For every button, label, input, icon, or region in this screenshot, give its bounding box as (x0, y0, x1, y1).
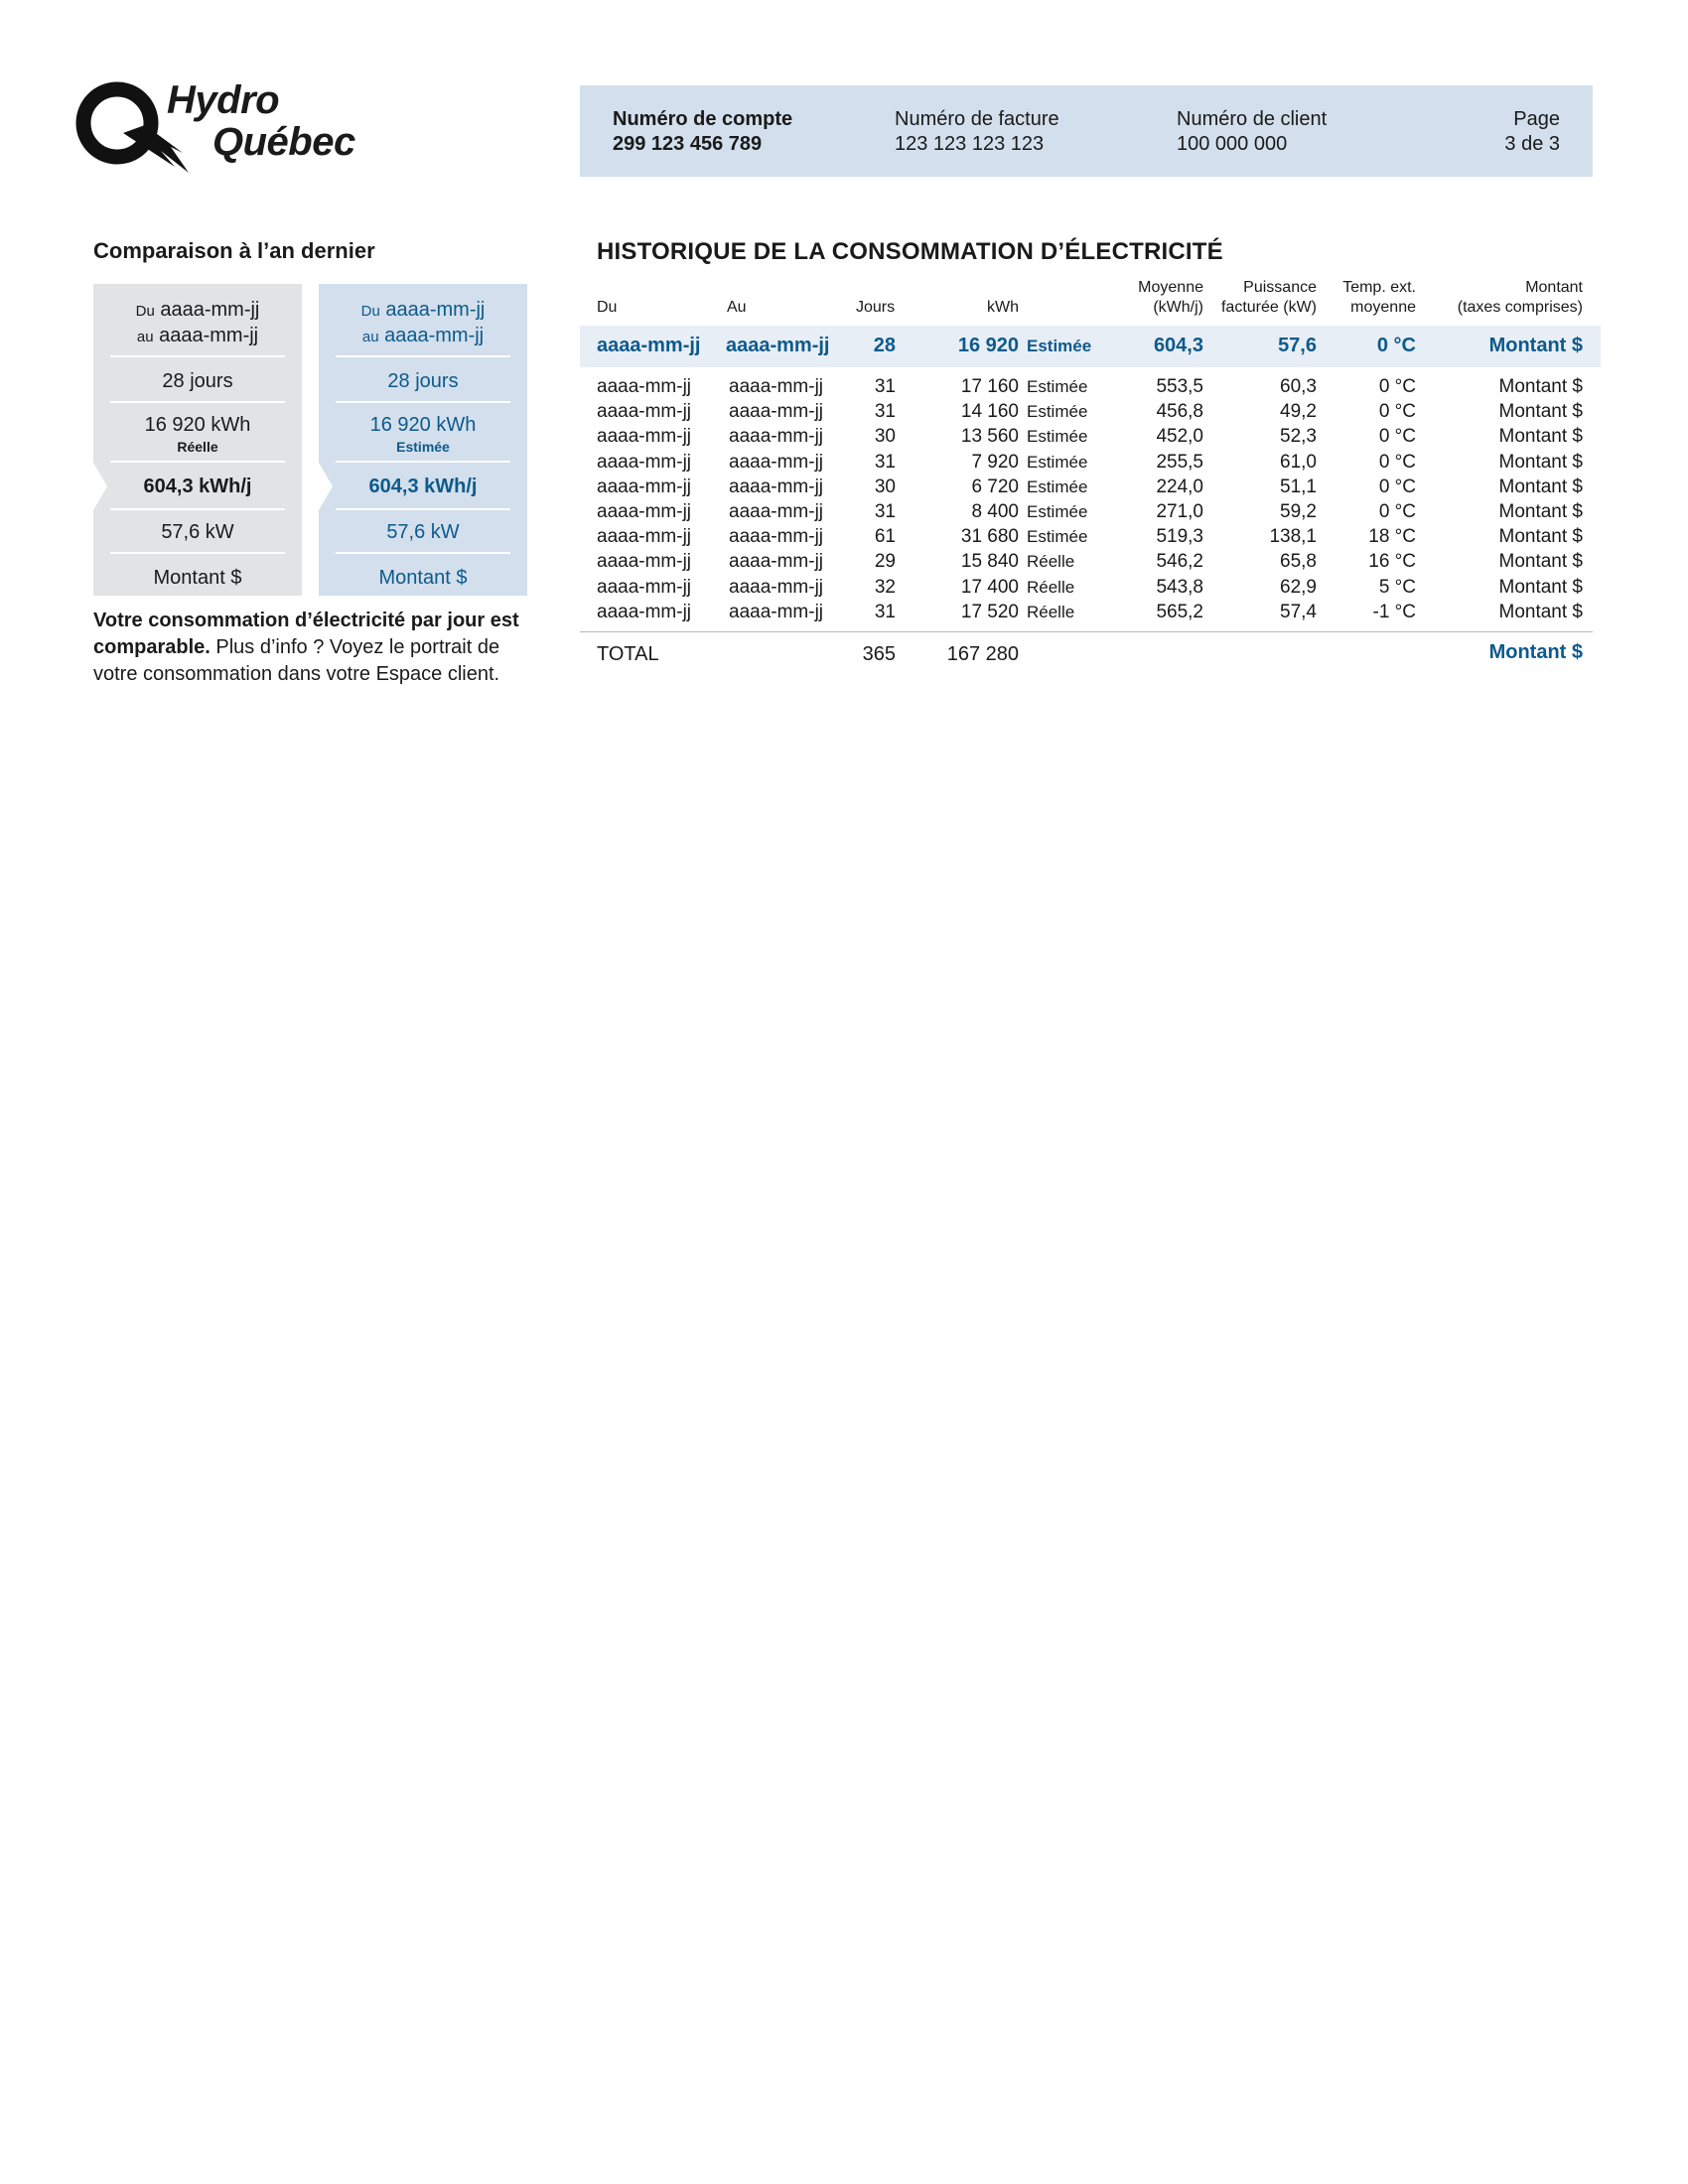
col-header-jours: Jours (856, 299, 896, 316)
history-cell-au: aaaa-mm-jj (729, 551, 824, 573)
history-cell-jours: 30 (874, 476, 896, 497)
account-number-block (613, 107, 792, 157)
period-to-date: aaaa-mm-jj (384, 325, 485, 346)
history-cell-puissance: 57,4 (1280, 601, 1317, 622)
col-header-moyenne-unit: (kWh/j) (1153, 299, 1203, 316)
history-cell-du: aaaa-mm-jj (597, 451, 692, 473)
history-cell-jours: 31 (874, 401, 896, 423)
history-cell-temp: 16 °C (1368, 551, 1416, 573)
divider (336, 401, 510, 403)
col-header-puissance: Puissance (1243, 279, 1317, 296)
history-cell-montant: Montant $ (1498, 551, 1583, 573)
history-cell-moyenne: 553,5 (1156, 376, 1203, 397)
cell-du: aaaa-mm-jj (597, 335, 701, 356)
period-from-prefix: Du (135, 303, 155, 320)
history-cell-moyenne: 271,0 (1156, 501, 1203, 522)
history-cell-montant: Montant $ (1498, 451, 1583, 473)
col-header-moyenne: Moyenne (1138, 279, 1203, 296)
comparison-reading-type: Réelle (177, 439, 218, 455)
total-montant: Montant $ (1488, 641, 1583, 663)
history-cell-du: aaaa-mm-jj (597, 576, 692, 598)
comparison-kwh-per-day: 604,3 kWh/j (368, 476, 478, 497)
history-cell-status: Réelle (1027, 577, 1075, 597)
history-cell-moyenne: 456,8 (1156, 401, 1203, 423)
col-header-du: Du (597, 299, 618, 316)
comparison-power: 57,6 kW (161, 521, 234, 543)
history-cell-moyenne: 224,0 (1156, 476, 1203, 497)
history-cell-puissance: 51,1 (1280, 476, 1317, 497)
history-cell-temp: 0 °C (1378, 401, 1416, 423)
history-cell-au: aaaa-mm-jj (729, 451, 824, 473)
history-cell-jours: 30 (874, 426, 896, 448)
history-cell-au: aaaa-mm-jj (729, 501, 824, 522)
cell-kwh: 16 920 (957, 335, 1019, 356)
history-cell-du: aaaa-mm-jj (597, 476, 692, 497)
period-to-prefix: au (361, 329, 379, 345)
col-header-temp: Temp. ext. (1342, 279, 1416, 296)
period-to-date: aaaa-mm-jj (159, 325, 259, 346)
divider (336, 508, 510, 510)
divider (110, 508, 285, 510)
period-from-date: aaaa-mm-jj (160, 299, 260, 321)
history-cell-au: aaaa-mm-jj (729, 401, 824, 423)
history-cell-montant: Montant $ (1498, 576, 1583, 598)
history-cell-temp: 0 °C (1378, 476, 1416, 497)
history-cell-temp: 0 °C (1378, 451, 1416, 473)
history-cell-status: Estimée (1027, 427, 1088, 447)
divider (110, 461, 285, 463)
cell-temp: 0 °C (1376, 335, 1416, 356)
history-cell-status: Estimée (1027, 452, 1088, 472)
history-cell-au: aaaa-mm-jj (729, 576, 824, 598)
history-cell-au: aaaa-mm-jj (729, 376, 824, 397)
client-number-value: 100 000 000 (1177, 133, 1288, 155)
page-number-block (1504, 107, 1560, 157)
logo-word-hydro: Hydro (167, 78, 280, 122)
cell-status: Estimée (1027, 337, 1092, 355)
comparison-reading-type: Estimée (396, 439, 450, 455)
comparison-last-year-panel (93, 284, 302, 596)
history-cell-du: aaaa-mm-jj (597, 376, 692, 397)
history-cell-du: aaaa-mm-jj (597, 501, 692, 522)
page-label: Page (1513, 108, 1560, 130)
history-cell-status: Estimée (1027, 502, 1088, 521)
account-number-value: 299 123 456 789 (613, 133, 763, 155)
comparison-amount: Montant $ (153, 567, 242, 589)
total-jours: 365 (862, 643, 896, 665)
divider (110, 355, 285, 357)
history-cell-puissance: 52,3 (1280, 426, 1317, 448)
history-cell-jours: 61 (874, 526, 896, 548)
history-cell-montant: Montant $ (1498, 601, 1583, 622)
history-cell-temp: -1 °C (1372, 601, 1416, 622)
history-cell-puissance: 59,2 (1280, 501, 1317, 522)
comparison-kwh: 16 920 kWh (369, 414, 477, 436)
col-header-kwh: kWh (987, 299, 1019, 316)
history-cell-au: aaaa-mm-jj (729, 601, 824, 622)
divider (110, 552, 285, 554)
history-cell-jours: 31 (874, 451, 896, 473)
history-cell-temp: 0 °C (1378, 376, 1416, 397)
cell-moyenne: 604,3 (1153, 335, 1203, 356)
history-cell-moyenne: 452,0 (1156, 426, 1203, 448)
history-cell-temp: 18 °C (1368, 526, 1416, 548)
history-cell-moyenne: 519,3 (1156, 526, 1203, 548)
history-cell-puissance: 60,3 (1280, 376, 1317, 397)
history-cell-status: Estimée (1027, 402, 1088, 422)
history-cell-kwh: 8 400 (971, 501, 1019, 522)
invoice-number-label: Numéro de facture (895, 108, 1059, 130)
history-cell-temp: 0 °C (1378, 501, 1416, 522)
history-cell-kwh: 15 840 (960, 551, 1019, 573)
history-cell-jours: 31 (874, 601, 896, 622)
comparison-title: Comparaison à l’an dernier (93, 238, 375, 263)
history-cell-moyenne: 255,5 (1156, 451, 1203, 473)
col-header-temp-unit: moyenne (1350, 299, 1416, 316)
history-cell-jours: 32 (874, 576, 896, 598)
comparison-days: 28 jours (387, 370, 459, 392)
period-to-prefix: au (136, 329, 154, 345)
history-cell-temp: 5 °C (1378, 576, 1416, 598)
cell-montant: Montant $ (1488, 335, 1583, 356)
history-title: HISTORIQUE DE LA CONSOMMATION D’ÉLECTRICITÉ (597, 238, 1223, 265)
client-number-label: Numéro de client (1177, 108, 1328, 130)
history-cell-moyenne: 565,2 (1156, 601, 1203, 622)
divider (110, 401, 285, 403)
total-label: TOTAL (597, 643, 659, 665)
comparison-current-period (319, 298, 527, 349)
history-cell-kwh: 17 520 (960, 601, 1019, 622)
history-cell-montant: Montant $ (1498, 426, 1583, 448)
history-cell-au: aaaa-mm-jj (729, 526, 824, 548)
col-header-au: Au (727, 299, 747, 316)
history-cell-puissance: 65,8 (1280, 551, 1317, 573)
history-cell-montant: Montant $ (1498, 401, 1583, 423)
history-cell-kwh: 14 160 (960, 401, 1019, 423)
history-cell-temp: 0 °C (1378, 426, 1416, 448)
total-kwh: 167 280 (946, 643, 1019, 665)
page-value: 3 de 3 (1504, 133, 1560, 155)
history-cell-jours: 31 (874, 501, 896, 522)
history-cell-du: aaaa-mm-jj (597, 426, 692, 448)
history-cell-puissance: 62,9 (1280, 576, 1317, 598)
history-cell-montant: Montant $ (1498, 476, 1583, 497)
history-cell-jours: 31 (874, 376, 896, 397)
divider (336, 552, 510, 554)
history-cell-status: Estimée (1027, 527, 1088, 547)
comparison-power: 57,6 kW (386, 521, 460, 543)
period-from-prefix: Du (360, 303, 380, 320)
cell-puissance: 57,6 (1278, 335, 1317, 356)
logo-word-quebec: Québec (212, 120, 355, 164)
history-cell-kwh: 17 400 (960, 576, 1019, 598)
history-cell-moyenne: 543,8 (1156, 576, 1203, 598)
comparison-kwh-per-day: 604,3 kWh/j (143, 476, 252, 497)
comparison-note-text: Plus d’info ? Voyez le portrait de votre consommation dans votre Espace client. (93, 636, 500, 685)
history-cell-puissance: 49,2 (1280, 401, 1317, 423)
history-cell-montant: Montant $ (1498, 501, 1583, 522)
divider (336, 355, 510, 357)
history-cell-puissance: 138,1 (1269, 526, 1317, 548)
invoice-number-block (895, 107, 1059, 157)
col-header-puissance-unit: facturée (kW) (1220, 299, 1317, 316)
history-cell-status: Estimée (1027, 477, 1088, 496)
comparison-amount: Montant $ (378, 567, 468, 589)
hydro-quebec-logo (71, 77, 379, 181)
comparison-kwh: 16 920 kWh (144, 414, 251, 436)
history-cell-du: aaaa-mm-jj (597, 401, 692, 423)
comparison-note-bold: Votre consommation d’électricité par jour est comparable. (93, 610, 519, 658)
cell-jours: 28 (873, 335, 896, 356)
history-cell-kwh: 31 680 (960, 526, 1019, 548)
history-cell-jours: 29 (874, 551, 896, 573)
history-cell-puissance: 61,0 (1280, 451, 1317, 473)
invoice-number-value: 123 123 123 123 (895, 133, 1045, 155)
col-header-montant: Montant (1525, 279, 1583, 296)
comparison-note (93, 608, 530, 688)
history-cell-status: Estimée (1027, 377, 1088, 396)
history-cell-du: aaaa-mm-jj (597, 526, 692, 548)
divider (336, 461, 510, 463)
client-number-block (1177, 107, 1327, 157)
history-cell-moyenne: 546,2 (1156, 551, 1203, 573)
history-cell-kwh: 7 920 (971, 451, 1019, 473)
history-cell-montant: Montant $ (1498, 526, 1583, 548)
history-cell-kwh: 13 560 (960, 426, 1019, 448)
history-cell-status: Réelle (1027, 602, 1075, 621)
history-cell-du: aaaa-mm-jj (597, 601, 692, 622)
history-cell-du: aaaa-mm-jj (597, 551, 692, 573)
comparison-last-year-period (93, 298, 302, 349)
cell-au: aaaa-mm-jj (726, 335, 830, 356)
period-from-date: aaaa-mm-jj (385, 299, 486, 321)
history-cell-au: aaaa-mm-jj (729, 426, 824, 448)
history-cell-montant: Montant $ (1498, 376, 1583, 397)
total-divider (580, 631, 1593, 632)
comparison-current-panel (319, 284, 527, 596)
history-cell-kwh: 6 720 (971, 476, 1019, 497)
history-cell-status: Réelle (1027, 552, 1075, 572)
account-header (580, 85, 1593, 177)
history-cell-kwh: 17 160 (960, 376, 1019, 397)
comparison-days: 28 jours (162, 370, 233, 392)
col-header-montant-unit: (taxes comprises) (1457, 299, 1583, 316)
history-cell-au: aaaa-mm-jj (729, 476, 824, 497)
account-number-label: Numéro de compte (613, 108, 793, 130)
